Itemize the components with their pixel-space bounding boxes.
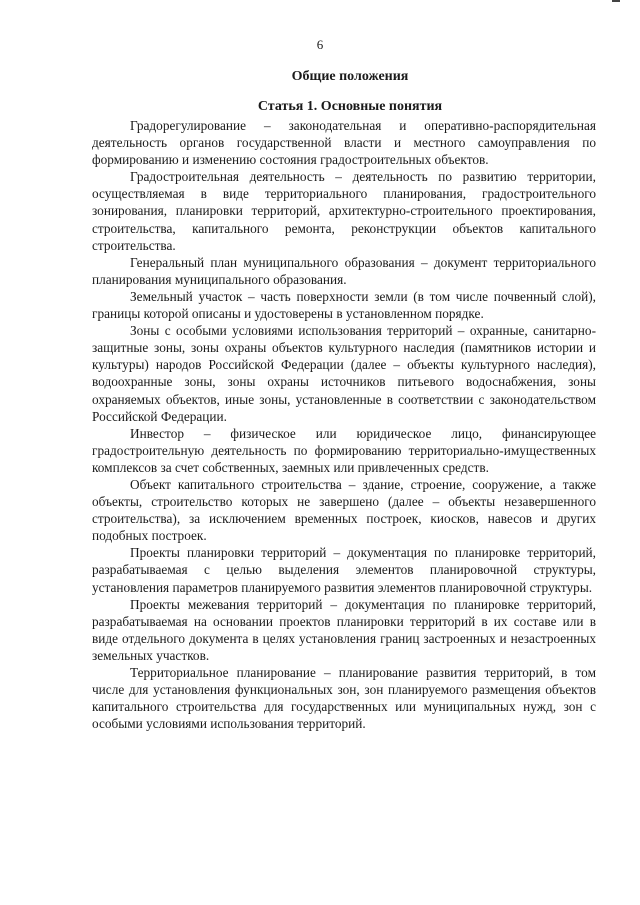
definition-paragraph: Земельный участок – часть поверхности земли (в том числе почвенный слой), границы которой описаны и удостоверены в установленном порядке.	[92, 288, 596, 322]
definition-paragraph: Объект капитального строительства – здание, строение, сооружение, а также объекты, строительство которых не завершено (далее – объекты незавершенного строительства), за исключением временных построек, киосков, навесов и других подобных построек.	[92, 476, 596, 544]
definition-paragraph: Зоны с особыми условиями использования территорий – охранные, санитарно-защитные зоны, зоны охраны объектов культурного наследия (памятников истории и культуры) народов Российской Федерации (далее – объекты культурного наследия), водоохранные зоны, зоны охраны источников питьевого водоснабжения, зоны охраняемых объектов, иные зоны, установленные в соответствии с законодательством Российской Федерации.	[92, 323, 596, 424]
definition-paragraph: Проекты планировки территорий – документация по планировке территорий, разрабатываемая с целью выделения элементов планировочной структуры, установления параметров планируемого развития элементов планировочной структуры.	[92, 545, 596, 595]
definition-paragraph: Инвестор – физическое или юридическое лицо, финансирующее градостроительную деятельность по формированию территориально-имущественных комплексов за счет собственных, заемных или привлеченных средств.	[92, 425, 596, 475]
definition-paragraph: Генеральный план муниципального образования – документ территориального планирования муниципального образования.	[92, 254, 596, 287]
page-number: 6	[316, 37, 324, 52]
definition-paragraph: Градостроительная деятельность – деятельность по развитию территории, осуществляемая в виде территориального планирования, градостроительного зонирования, планировки территорий, архитектурно-строительного проектирования, строительства, капитального ремонта, реконструкции объектов капитального строительства.	[92, 169, 596, 253]
section-title: Общие положения	[291, 69, 409, 84]
definition-paragraph: Градорегулирование – законодательная и оперативно-распорядительная деятельность органов государственной власти и местного самоуправления по формированию и изменению состояния градостроительных объектов.	[92, 118, 596, 168]
definition-paragraph: Территориальное планирование – планирование развития территорий, в том числе для установления функциональных зон, зон планируемого размещения объектов капитального строительства для государственных или муниципальных нужд, зон с особыми условиями использования территорий.	[92, 665, 596, 732]
scan-artifact	[612, 0, 620, 2]
article-title: Статья 1. Основные понятия	[257, 99, 443, 114]
article-body	[92, 117, 596, 732]
definition-paragraph: Проекты межевания территорий – документация по планировке территорий, разрабатываемая на основании проектов планировки территорий в их составе или в виде отдельного документа в целях установления границ застроенных и незастроенных земельных участков.	[92, 596, 596, 663]
